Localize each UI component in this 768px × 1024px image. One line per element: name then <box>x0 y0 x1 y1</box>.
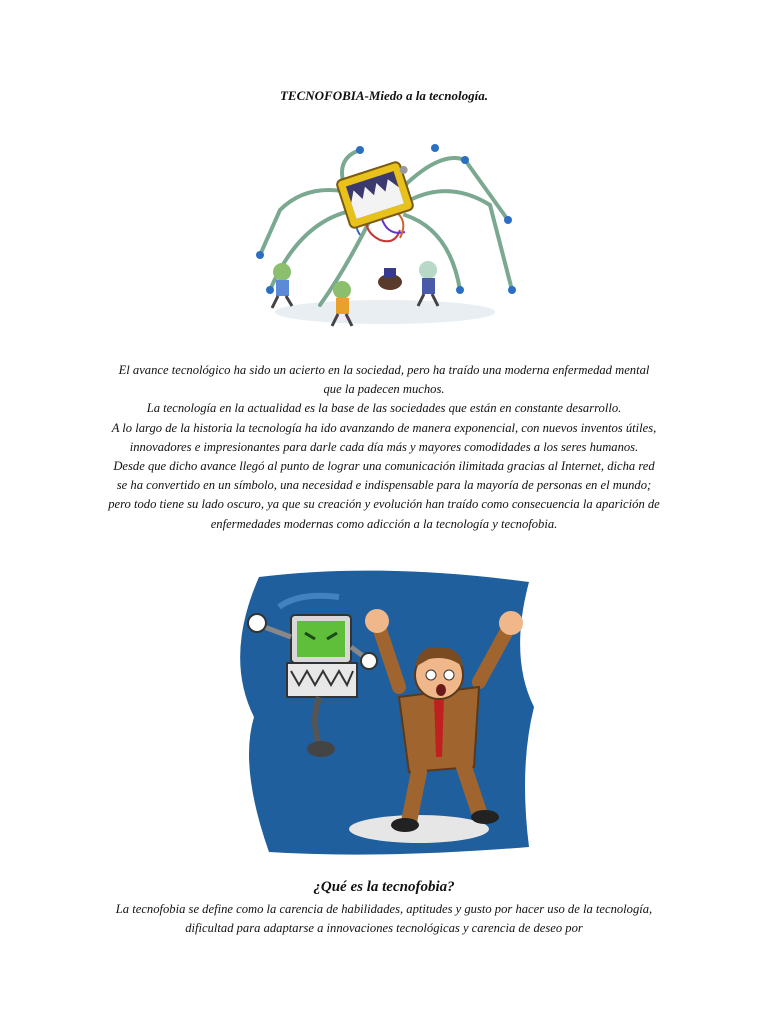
definition-text <box>108 900 660 938</box>
intro-text <box>108 361 660 534</box>
paragraph: La tecnología en la actualidad es la base de las sociedades que están en constante desarrollo. <box>146 401 622 416</box>
section-heading: ¿Qué es la tecnofobia? <box>313 879 455 895</box>
paragraph: La tecnofobia se define como la carencia de habilidades, aptitudes y gusto por hacer uso de la tecnología, dificultad para adaptarse a innovaciones tecnológicas y carencia de deseo por <box>115 902 653 936</box>
document-title: TECNOFOBIA-Miedo a la tecnología. <box>279 88 488 103</box>
computer-chasing-man-illustration <box>229 567 539 859</box>
paragraph: El avance tecnológico ha sido un acierto en la sociedad, pero ha traído una moderna enfermedad mental que la padecen muchos. <box>118 363 650 397</box>
paragraph: A lo largo de la historia la tecnología ha ido avanzando de manera exponencial, con nuevos inventos útiles, innovadores e impresionantes para darle cada día más y mayores comodidades a los seres humanos. <box>111 420 657 454</box>
spider-robot-illustration <box>250 140 520 340</box>
paragraph: Desde que dicho avance llegó al punto de lograr una comunicación ilimitada gracias al Internet, dicha red se ha convertido en un símbolo, una necesidad e indispensable para la mayoría de personas en el mundo; pero todo tiene su lado oscuro, ya que su creación y evolución han traído como consecuencia la aparición de enfermedades modernas como adicción a la tecnología y tecnofobia. <box>108 459 660 531</box>
